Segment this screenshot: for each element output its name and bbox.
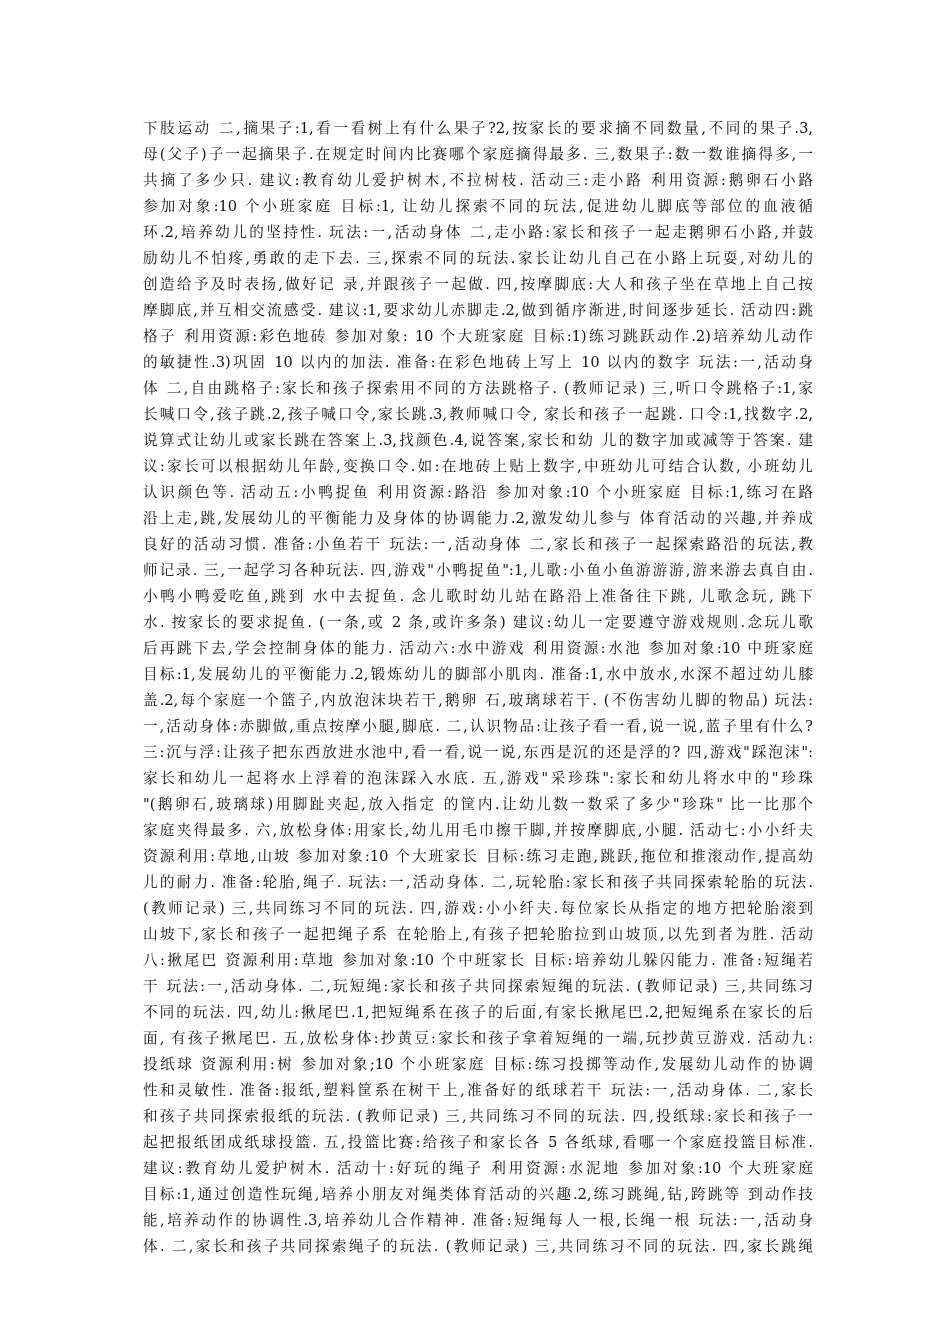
text-line: 说算式让幼儿或家长跳在答案上.3,找颜色.4,说答案,家长和幼 儿的数字加或减等于答案. 建	[143, 432, 813, 449]
text-line: 认识颜色等. 活动五:小鸭捉鱼 利用资源:路沿 参加对象:10 个小班家庭 目标:1,练习在路	[143, 484, 813, 501]
text-line: 性和灵敏性. 准备:报纸,塑料筐系在树干上,准备好的纸球若干 玩法:一,活动身体. 二,家长	[143, 1082, 813, 1099]
text-line: 参加对象:10 个小班家庭 目标:1, 让幼儿探索不同的玩法,促进幼儿脚底等部位的血液循	[143, 198, 813, 215]
body-text	[143, 116, 813, 1260]
text-line: 能,培养动作的协调性.3,培养幼儿合作精神. 准备:短绳每人一根,长绳一根 玩法:一,活动身	[143, 1212, 813, 1229]
text-line: 创造给予及时表扬,做好记 录,并跟孩子一起做. 四,按摩脚底:大人和孩子坐在草地上自己按	[143, 276, 813, 293]
text-line: 体. 二,家长和孩子共同探索绳子的玩法. (教师记录) 三,共同练习不同的玩法. 四,家长跳绳	[143, 1238, 813, 1255]
text-line: 体 二,自由跳格子:家长和孩子探索用不同的方法跳格子. (教师记录) 三,听口令跳格子:1,家	[143, 380, 813, 397]
text-line: 目标:1,发展幼儿的平衡能力.2,锻炼幼儿的脚部小肌肉. 准备:1,水中放水,水深不超过幼儿膝	[143, 666, 813, 683]
text-line: 八:揪尾巴 资源利用:草地 参加对象:10 个中班家长 目标:培养幼儿躲闪能力. 准备:短绳若	[143, 952, 813, 969]
text-line: 目标:1,通过创造性玩绳,培养小朋友对绳类体育活动的兴趣.2,练习跳绳,钻,跨跳等 到动作技	[143, 1186, 813, 1203]
text-line: 三:沉与浮:让孩子把东西放进水池中,看一看,说一说,东西是沉的还是浮的? 四,游戏"踩泡沫":	[143, 744, 813, 761]
text-line: 的敏捷性.3)巩固 10 以内的加法. 准备:在彩色地砖上写上 10 以内的数字 玩法:一,活动身	[143, 354, 813, 371]
text-line: 师记录. 三,一起学习各种玩法. 四,游戏"小鸭捉鱼":1,儿歌:小鱼小鱼游游游,游来游去真自由.	[143, 562, 813, 579]
text-line: 一,活动身体:赤脚做,重点按摩小腿,脚底. 二,认识物品:让孩子看一看,说一说,蓝子里有什么?	[143, 718, 813, 735]
text-line: 不同的玩法. 四,幼儿:揪尾巴.1,把短绳系在孩子的后面,有家长揪尾巴.2,把短绳系在家长的后	[143, 1004, 813, 1021]
text-line: 励幼儿不怕疼,勇敢的走下去. 三,探索不同的玩法.家长让幼儿自己在小路上玩耍,对幼儿的	[143, 250, 813, 267]
text-line: (教师记录) 三,共同练习不同的玩法. 四,游戏:小小纤夫.每位家长从指定的地方把轮胎滚到	[143, 900, 813, 917]
text-line: 面, 有孩子揪尾巴. 五,放松身体:抄黄豆:家长和孩子拿着短绳的一端,玩抄黄豆游戏. 活动九:	[143, 1030, 813, 1047]
text-line: 后再跳下去,学会控制身体的能力. 活动六:水中游戏 利用资源:水池 参加对象:10 中班家庭	[143, 640, 813, 657]
text-line: 干 玩法:一,活动身体. 二,玩短绳:家长和孩子共同探索短绳的玩法. (教师记录) 三,共同练习	[143, 978, 813, 995]
text-line: 良好的活动习惯. 准备:小鱼若干 玩法:一,活动身体 二,家长和孩子一起探索路沿的玩法,教	[143, 536, 813, 553]
text-line: 环.2,培养幼儿的坚持性. 玩法:一,活动身体 二,走小路:家长和孩子一起走鹅卵石小路,并鼓	[143, 224, 813, 241]
text-line: 儿的耐力. 准备:轮胎,绳子. 玩法:一,活动身体. 二,玩轮胎:家长和孩子共同探索轮胎的玩法.	[143, 874, 813, 891]
text-line: 家长和幼儿一起将水上浮着的泡沫踩入水底. 五,游戏"采珍珠":家长和幼儿将水中的"珍珠	[143, 770, 813, 787]
text-line: 家庭夹得最多. 六,放松身体:用家长,幼儿用毛巾擦干脚,并按摩脚底,小腿. 活动七:小小纤夫	[143, 822, 813, 839]
text-line: 格子 利用资源:彩色地砖 参加对象: 10 个大班家庭 目标:1)练习跳跃动作.2)培养幼儿动作	[143, 328, 813, 345]
text-line: 沿上走,跳,发展幼儿的平衡能力及身体的协调能力.2,激发幼儿参与 体育活动的兴趣,并养成	[143, 510, 813, 527]
text-line: 下肢运动 二,摘果子:1,看一看树上有什么果子?2,按家长的要求摘不同数量,不同的果子.3,	[143, 120, 813, 137]
text-line: 共摘了多少只. 建议:教育幼儿爱护树木,不拉树枝. 活动三:走小路 利用资源:鹅卵石小路	[143, 172, 813, 189]
text-line: 和孩子共同探索报纸的玩法. (教师记录) 三,共同练习不同的玩法. 四,投纸球:家长和孩子一	[143, 1108, 813, 1125]
text-line: 母(父子)子一起摘果子.在规定时间内比赛哪个家庭摘得最多. 三,数果子:数一数谁摘得多,一	[143, 146, 813, 163]
text-line: 资源利用:草地,山坡 参加对象:10 个大班家长 目标:练习走跑,跳跃,拖位和推滚动作,提高幼	[143, 848, 813, 865]
text-line: 摩脚底,并互相交流感受. 建议:1,要求幼儿赤脚走.2,做到循序渐进,时间逐步延长. 活动四:跳	[143, 302, 813, 319]
text-line: 建议:教育幼儿爱护树木. 活动十:好玩的绳子 利用资源:水泥地 参加对象:10 个大班家庭	[143, 1160, 813, 1177]
text-line: 投纸球 资源利用:树 参加对象;10 个小班家庭 目标:练习投掷等动作,发展幼儿动作的协调	[143, 1056, 813, 1073]
text-line: 议:家长可以根据幼儿年龄,变换口令.如:在地砖上贴上数字,中班幼儿可结合认数, 小班幼儿	[143, 458, 813, 475]
text-line: "(鹅卵石,玻璃球)用脚趾夹起,放入指定 的筐内.让幼儿数一数采了多少"珍珠" 比一比那个	[143, 796, 813, 813]
text-line: 盖.2,每个家庭一个篮子,内放泡沫块若干,鹅卵 石,玻璃球若干. (不伤害幼儿脚的物品) 玩法:	[143, 692, 813, 709]
text-line: 水. 按家长的要求捉鱼. (一条,或 2 条,或许多条) 建议:幼儿一定要遵守游戏规则.念玩儿歌	[143, 614, 813, 631]
text-line: 山坡下,家长和孩子一起把绳子系 在轮胎上,有孩子把轮胎拉到山坡顶,以先到者为胜. 活动	[143, 926, 813, 943]
text-line: 长喊口令,孩子跳.2,孩子喊口令,家长跳.3,教师喊口令, 家长和孩子一起跳. 口令:1,找数字.2,	[143, 406, 813, 423]
text-line: 小鸭小鸭爱吃鱼,跳到 水中去捉鱼. 念儿歌时幼儿站在路沿上准备往下跳, 儿歌念玩, 跳下	[143, 588, 813, 605]
text-line: 起把报纸团成纸球投篮. 五,投篮比赛:给孩子和家长各 5 各纸球,看哪一个家庭投篮目标准.	[143, 1134, 813, 1151]
